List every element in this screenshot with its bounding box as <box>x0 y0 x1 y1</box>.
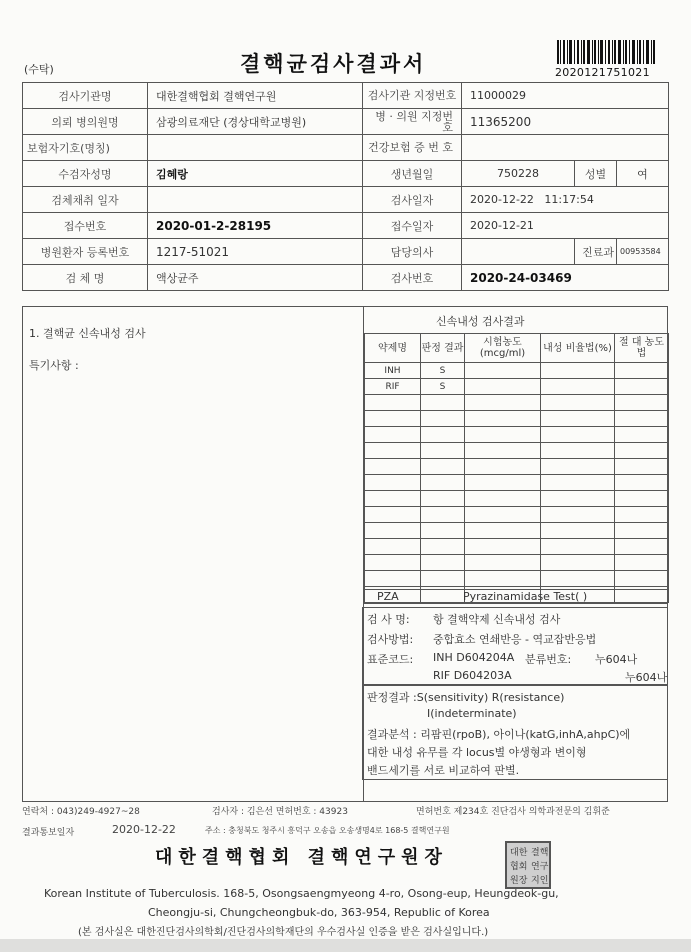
empty-cell <box>541 395 615 411</box>
code-label: 표준코드: <box>367 653 414 666</box>
designation-value: 11000029 <box>462 83 669 109</box>
dob-label: 생년월일 <box>363 161 462 187</box>
doctor-label: 담당의사 <box>363 239 462 265</box>
info-row <box>23 83 669 109</box>
institution-label: 검사기관명 <box>23 83 148 109</box>
table-row <box>365 571 669 587</box>
patient-info-table <box>22 82 669 291</box>
insurance-card-label: 건강보험 증 번 호 <box>363 135 462 161</box>
judgement-cell: S <box>421 363 465 379</box>
empty-cell <box>541 539 615 555</box>
dob-value: 750228 <box>462 161 575 187</box>
empty-cell <box>615 475 669 491</box>
table-row <box>365 507 669 523</box>
empty-cell <box>421 555 465 571</box>
empty-cell <box>615 491 669 507</box>
institution-value: 대한결핵협회 결핵연구원 <box>148 83 363 109</box>
empty-cell <box>421 475 465 491</box>
empty-cell <box>465 411 541 427</box>
drug-cell: INH <box>365 363 421 379</box>
empty-cell <box>541 475 615 491</box>
empty-cell <box>365 523 421 539</box>
empty-cell <box>365 555 421 571</box>
empty-cell <box>615 443 669 459</box>
document-title: 결핵균검사결과서 <box>240 52 427 76</box>
footer-contact: 연락처 : 043)249-4927~28 <box>22 807 140 817</box>
footer-notice-date: 2020-12-22 <box>112 823 176 836</box>
footer-address: 주소 : 충청북도 청주시 흥덕구 오송읍 오송생명4로 168-5 결핵연구원 <box>205 826 450 835</box>
insured-value <box>148 135 363 161</box>
table-row <box>365 363 669 379</box>
col-absolute: 절 대 농도법 <box>615 334 669 363</box>
empty-cell <box>421 571 465 587</box>
code-inh: INH D604204A <box>433 651 515 664</box>
empty-cell <box>615 555 669 571</box>
empty-cell <box>421 523 465 539</box>
empty-cell <box>421 427 465 443</box>
patient-value: 김혜랑 <box>148 161 363 187</box>
pza-row <box>364 589 668 604</box>
empty-cell <box>615 523 669 539</box>
insured-label: 보험자기호(명칭) <box>23 135 148 161</box>
registry-label: 병원환자 등록번호 <box>23 239 148 265</box>
empty-cell <box>465 475 541 491</box>
footer-license: 면허번호 제234호 진단검사 의학과전문의 김휘준 <box>416 807 610 817</box>
method-box <box>362 607 668 685</box>
barcode-graphic <box>557 40 655 64</box>
col-concentration: 시험농도 (mcg/ml) <box>465 334 541 363</box>
info-row <box>23 187 669 213</box>
class-inh: 누604나 <box>595 653 638 666</box>
empty-cell <box>541 523 615 539</box>
test-no-label: 검사번호 <box>363 265 462 291</box>
empty-cell <box>541 491 615 507</box>
empty-cell <box>365 571 421 587</box>
test-date-value: 2020-12-22 11:17:54 <box>462 187 669 213</box>
empty-cell <box>465 443 541 459</box>
info-row <box>23 161 669 187</box>
judge-line-1: 판정결과 :S(sensitivity) R(resistance) <box>367 691 565 704</box>
test-no-value: 2020-24-03469 <box>462 265 669 291</box>
table-row <box>365 379 669 395</box>
empty-cell <box>465 571 541 587</box>
hospital-no-value: 11365200 <box>462 109 669 135</box>
method-label: 검사방법: <box>367 633 414 646</box>
analysis-line-3: 밴드세기를 서로 비교하여 판별. <box>367 764 520 777</box>
empty-cell <box>465 427 541 443</box>
col-drug: 약제명 <box>365 334 421 363</box>
specimen-label: 검 체 명 <box>23 265 148 291</box>
table-row <box>365 395 669 411</box>
test-name-label: 검 사 명: <box>367 613 410 626</box>
empty-cell <box>615 459 669 475</box>
empty-cell <box>615 427 669 443</box>
empty-cell <box>421 459 465 475</box>
empty-cell <box>365 491 421 507</box>
empty-cell <box>541 571 615 587</box>
info-row <box>23 109 669 135</box>
test-item: 1. 결핵균 신속내성 검사 <box>29 327 146 340</box>
seal-glyph: 지인 <box>531 876 549 886</box>
hospital-no-label: 병 · 의원 지정번호 <box>363 109 462 135</box>
seal-glyph: 연구 <box>531 862 549 872</box>
info-row <box>23 265 669 291</box>
footer-notice-label: 결과통보일자 <box>22 828 75 838</box>
class-rif: 누604나 <box>625 671 668 684</box>
table-row <box>365 443 669 459</box>
barcode-number: 2020121751021 <box>555 66 650 79</box>
info-row <box>23 239 669 265</box>
empty-cell <box>365 507 421 523</box>
empty-cell <box>541 507 615 523</box>
empty-cell <box>615 411 669 427</box>
specimen-value: 액상균주 <box>148 265 363 291</box>
pza-text: Pyrazinamidase Test( ) <box>463 590 588 603</box>
empty-cell <box>365 443 421 459</box>
judgement-cell: S <box>421 379 465 395</box>
requester-label: 의뢰 병의원명 <box>23 109 148 135</box>
insurance-card-value <box>462 135 669 161</box>
english-address-1: Korean Institute of Tuberculosis. 168-5, Osongsaengmyeong 4-ro, Osong-eup, Heungdeok-gu, <box>44 887 559 900</box>
proportion-cell <box>541 379 615 395</box>
col-proportion: 내성 비율법(%) <box>541 334 615 363</box>
empty-cell <box>465 491 541 507</box>
empty-cell <box>615 507 669 523</box>
test-name-value: 항 결핵약제 신속내성 검사 <box>433 613 561 626</box>
empty-cell <box>421 539 465 555</box>
table-row <box>365 475 669 491</box>
table-row <box>365 539 669 555</box>
official-seal <box>505 841 551 889</box>
empty-cell <box>541 555 615 571</box>
empty-cell <box>465 459 541 475</box>
info-row <box>23 213 669 239</box>
concentration-cell <box>465 379 541 395</box>
empty-cell <box>421 443 465 459</box>
empty-cell <box>365 427 421 443</box>
seal-glyph: 결핵 <box>531 848 549 858</box>
pza-label: PZA <box>377 590 399 603</box>
empty-rows <box>365 395 669 603</box>
empty-cell <box>421 411 465 427</box>
collect-date-label: 검체채취 일자 <box>23 187 148 213</box>
empty-cell <box>615 539 669 555</box>
drug-cell: RIF <box>365 379 421 395</box>
english-address-2: Cheongju-si, Chungcheongbuk-do, 363-954, Republic of Korea <box>148 906 490 919</box>
col-judgement: 판정 결과 <box>421 334 465 363</box>
certification-note: (본 검사실은 대한진단검사의학회/진단검사의학재단의 우수검사실 인증을 받은 검사실입니다.) <box>78 927 489 938</box>
empty-cell <box>365 459 421 475</box>
method-value: 중합효소 연쇄반응 - 역교잡반응법 <box>433 633 597 646</box>
empty-cell <box>465 555 541 571</box>
absolute-cell <box>615 363 669 379</box>
receipt-date-label: 접수일자 <box>363 213 462 239</box>
patient-label: 수검자성명 <box>23 161 148 187</box>
interpretation-box <box>362 685 668 780</box>
susceptibility-table <box>364 333 669 603</box>
empty-cell <box>465 507 541 523</box>
remarks-label: 특기사항 : <box>29 359 79 372</box>
analysis-line-1: 결과분석 : 리팜핀(rpoB), 아이나(katG,inhA,ahpC)에 <box>367 728 631 741</box>
empty-cell <box>465 523 541 539</box>
table-row <box>365 427 669 443</box>
table-row <box>365 459 669 475</box>
seal-glyph: 협회 <box>510 862 528 872</box>
empty-cell <box>465 539 541 555</box>
receipt-date-value: 2020-12-21 <box>462 213 669 239</box>
empty-cell <box>541 459 615 475</box>
code-rif: RIF D604203A <box>433 669 512 682</box>
empty-cell <box>615 395 669 411</box>
empty-cell <box>421 507 465 523</box>
empty-cell <box>541 427 615 443</box>
empty-cell <box>365 539 421 555</box>
empty-cell <box>465 395 541 411</box>
receive-mark: (수탁) <box>24 63 54 76</box>
designation-label: 검사기관 지정번호 <box>363 83 462 109</box>
seal-glyph: 대한 <box>510 848 528 858</box>
table-row <box>365 491 669 507</box>
table-header-row <box>365 334 669 363</box>
proportion-cell <box>541 363 615 379</box>
sex-label: 성별 <box>575 161 617 187</box>
judge-line-2: I(indeterminate) <box>427 707 517 720</box>
table-row <box>365 523 669 539</box>
empty-cell <box>541 443 615 459</box>
department-value: 00953584 <box>617 239 669 265</box>
absolute-cell <box>615 379 669 395</box>
receipt-no-value: 2020-01-2-28195 <box>148 213 363 239</box>
empty-cell <box>365 411 421 427</box>
empty-cell <box>365 475 421 491</box>
test-date-label: 검사일자 <box>363 187 462 213</box>
department-label: 진료과 <box>575 239 617 265</box>
class-label: 분류번호: <box>525 653 572 666</box>
concentration-cell <box>465 363 541 379</box>
sex-value: 여 <box>617 161 669 187</box>
organization-name: 대한결핵협회 결핵연구원장 <box>155 847 448 868</box>
table-row <box>365 411 669 427</box>
doctor-value <box>462 239 575 265</box>
footer-examiner: 검사자 : 김은선 면허번호 : 43923 <box>212 807 348 817</box>
seal-glyph: 원장 <box>510 876 528 886</box>
requester-value: 삼광의료재단 (경상대학교병원) <box>148 109 363 135</box>
registry-value: 1217-51021 <box>148 239 363 265</box>
table-row <box>365 555 669 571</box>
empty-cell <box>421 395 465 411</box>
collect-date-value <box>148 187 363 213</box>
info-row <box>23 135 669 161</box>
empty-cell <box>421 491 465 507</box>
empty-cell <box>615 571 669 587</box>
results-heading: 신속내성 검사결과 <box>436 315 525 328</box>
receipt-no-label: 접수번호 <box>23 213 148 239</box>
empty-cell <box>541 411 615 427</box>
empty-cell <box>365 395 421 411</box>
analysis-line-2: 대한 내성 유무를 각 locus별 야생형과 변이형 <box>367 746 587 759</box>
page-bottom-edge <box>0 939 691 952</box>
